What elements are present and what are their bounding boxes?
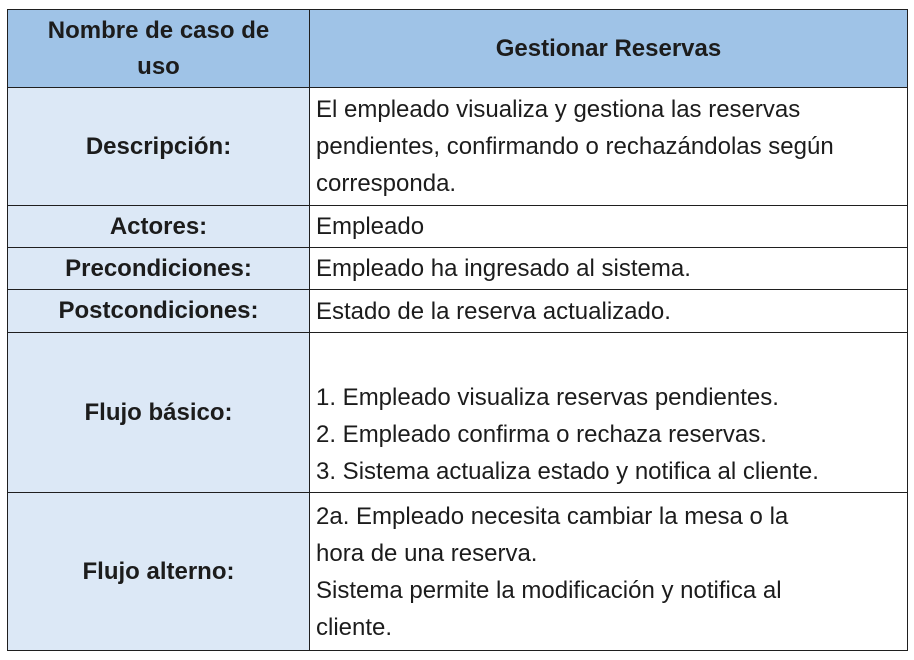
- row-label: Descripción:: [85, 132, 232, 160]
- row-value-line: pendientes, confirmando o rechazándolas según: [316, 133, 834, 160]
- row-value-line: hora de una reserva.: [316, 539, 538, 567]
- table-row-precondiciones: [8, 248, 908, 290]
- row-value-line: Empleado: [316, 213, 425, 240]
- row-label-cell: [8, 248, 310, 290]
- row-value-line: corresponda.: [316, 170, 457, 197]
- row-value-line: El empleado visualiza y gestiona las reservas: [316, 96, 801, 123]
- row-value-cell: [310, 493, 908, 651]
- row-label: Flujo básico:: [84, 398, 233, 426]
- row-label: Precondiciones:: [65, 254, 252, 282]
- table-row-postcondiciones: [8, 290, 908, 333]
- table-row-flujo-basico: [8, 333, 908, 493]
- row-value-cell: [310, 206, 908, 248]
- table-row-actores: [8, 206, 908, 248]
- row-label: Actores:: [109, 212, 208, 240]
- row-label: Flujo alterno:: [82, 557, 235, 585]
- row-label-cell: [8, 493, 310, 651]
- row-value-cell: [310, 248, 908, 290]
- table-row-flujo-alterno: [8, 493, 908, 651]
- row-value-cell: [310, 333, 908, 493]
- row-value-line: 3. Sistema actualiza estado y notifica al cliente.: [316, 458, 819, 485]
- row-value-cell: [310, 290, 908, 333]
- header-row: [8, 10, 908, 88]
- row-label-cell: [8, 206, 310, 248]
- row-label: Postcondiciones:: [58, 297, 259, 324]
- row-value-line: cliente.: [316, 613, 393, 641]
- row-value-cell: [310, 88, 908, 206]
- row-label-cell: [8, 290, 310, 333]
- row-value-line: 1. Empleado visualiza reservas pendientes.: [316, 384, 779, 411]
- header-value-cell: [310, 10, 908, 88]
- header-label: Nombre de caso de uso: [47, 16, 270, 80]
- use-case-name: Gestionar Reservas: [495, 34, 722, 62]
- row-value-line: Sistema permite la modificación y notifica al: [316, 576, 782, 604]
- row-label-cell: [8, 333, 310, 493]
- row-value-line: 2. Empleado confirma o rechaza reservas.: [316, 421, 767, 448]
- row-label-cell: [8, 88, 310, 206]
- use-case-table: [7, 9, 908, 651]
- row-value-line: Empleado ha ingresado al sistema.: [316, 255, 691, 282]
- header-label-cell: [8, 10, 310, 88]
- row-value-line: Estado de la reserva actualizado.: [316, 297, 671, 325]
- table-row-descripcion: [8, 88, 908, 206]
- row-value-line: 2a. Empleado necesita cambiar la mesa o la: [316, 502, 789, 530]
